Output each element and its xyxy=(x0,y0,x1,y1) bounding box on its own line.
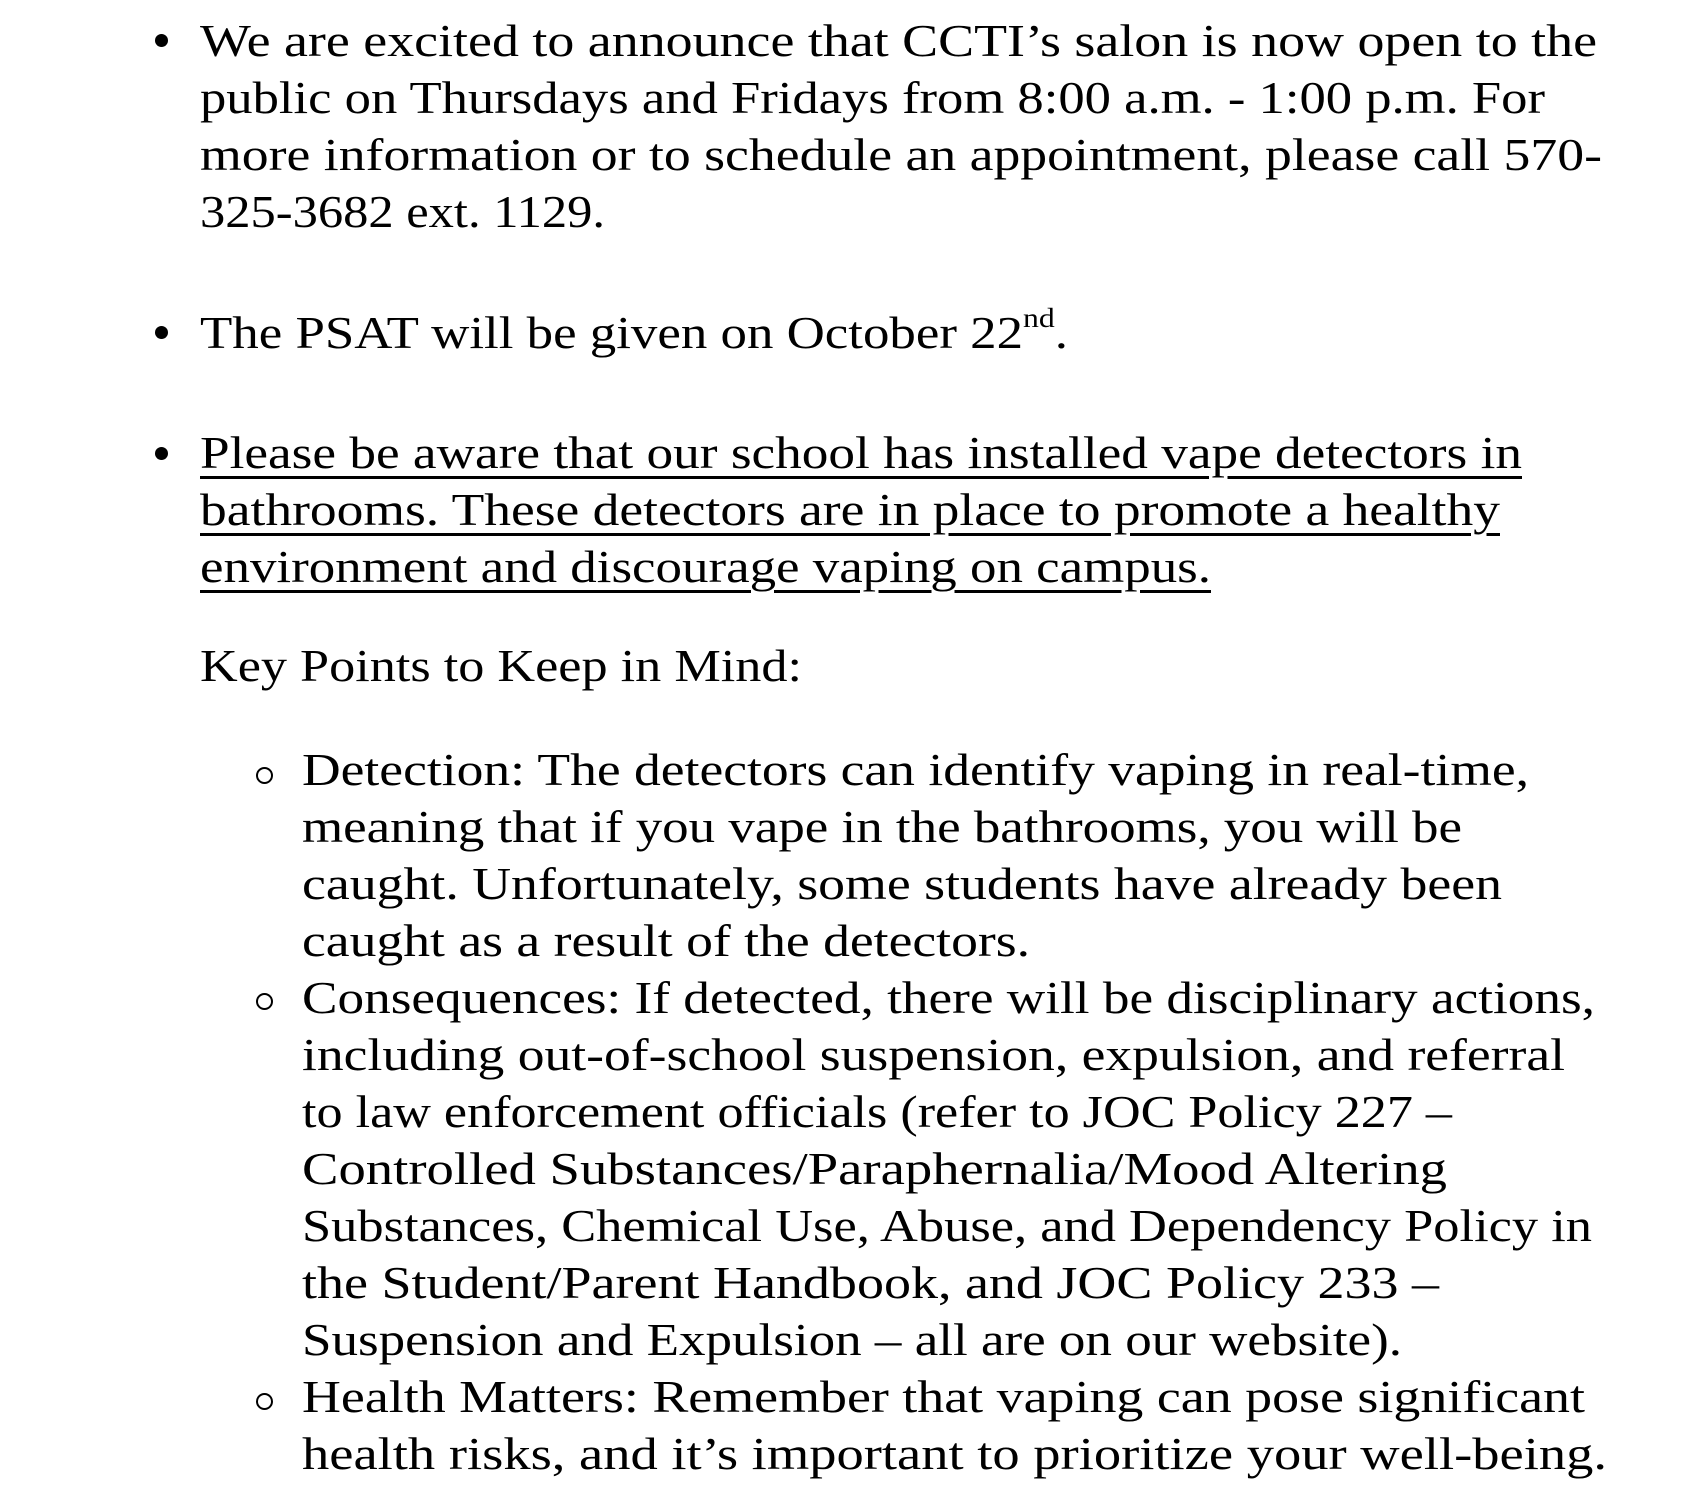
bullet-icon xyxy=(155,326,168,339)
bullet-icon xyxy=(155,34,168,47)
hollow-circle-bullet-icon xyxy=(256,993,273,1010)
psat-line xyxy=(200,302,1068,358)
health-line-1: Health Matters: Remember that vaping can pose significant xyxy=(302,1371,1585,1422)
detection-line-4: caught as a result of the detectors. xyxy=(302,915,1030,966)
vape-line-1: Please be aware that our school has installed vape detectors in xyxy=(200,427,1522,478)
consequences-line-1: Consequences: If detected, there will be disciplinary actions, xyxy=(302,972,1595,1023)
psat-period: . xyxy=(1054,307,1068,358)
hollow-circle-bullet-icon xyxy=(256,1393,273,1410)
consequences-line-5: Substances, Chemical Use, Abuse, and Dependency Policy in xyxy=(302,1200,1592,1251)
vape-line-2: bathrooms. These detectors are in place to promote a healthy xyxy=(200,484,1500,535)
consequences-line-4: Controlled Substances/Paraphernalia/Mood Altering xyxy=(302,1143,1447,1194)
vape-line-3: environment and discourage vaping on campus. xyxy=(200,541,1211,592)
health-line-2: health risks, and it’s important to prioritize your well-being. xyxy=(302,1428,1607,1479)
key-points-heading: Key Points to Keep in Mind: xyxy=(200,640,802,691)
hollow-circle-bullet-icon xyxy=(256,767,273,784)
detection-line-1: Detection: The detectors can identify vaping in real-time, xyxy=(302,744,1529,795)
consequences-line-2: including out-of-school suspension, expulsion, and referral xyxy=(302,1029,1565,1080)
consequences-line-7: Suspension and Expulsion – all are on our website). xyxy=(302,1314,1402,1365)
consequences-line-3: to law enforcement officials (refer to JOC Policy 227 – xyxy=(302,1086,1452,1137)
detection-line-2: meaning that if you vape in the bathrooms, you will be xyxy=(302,801,1462,852)
salon-line-1: We are excited to announce that CCTI’s salon is now open to the xyxy=(200,15,1598,66)
salon-line-4: 325-3682 ext. 1129. xyxy=(200,186,605,237)
salon-line-3: more information or to schedule an appointment, please call 570- xyxy=(200,129,1602,180)
psat-text: The PSAT will be given on October 22 xyxy=(200,307,1024,358)
salon-line-2: public on Thursdays and Fridays from 8:00 a.m. - 1:00 p.m. For xyxy=(200,72,1545,123)
bullet-icon xyxy=(155,447,168,460)
psat-superscript: nd xyxy=(1023,302,1055,334)
detection-line-3: caught. Unfortunately, some students have already been xyxy=(302,858,1502,909)
consequences-line-6: the Student/Parent Handbook, and JOC Policy 233 – xyxy=(302,1257,1439,1308)
